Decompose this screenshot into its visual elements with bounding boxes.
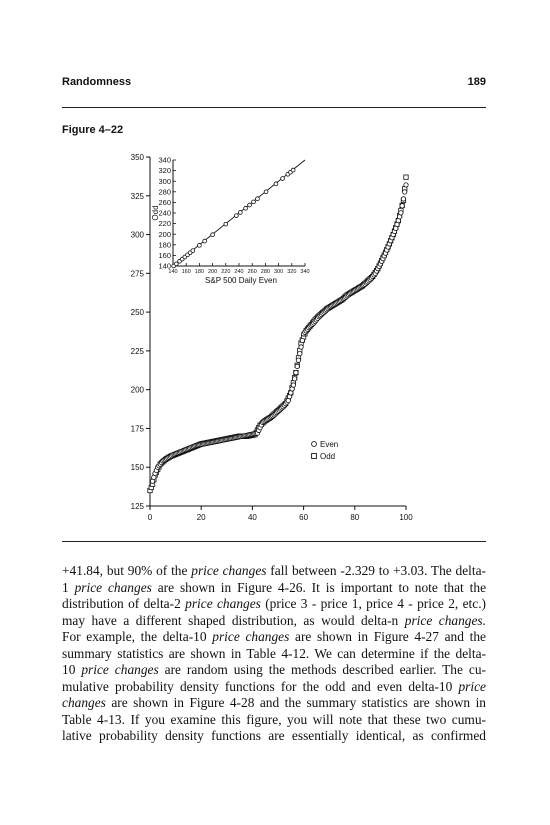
even-circle-point — [294, 370, 298, 374]
page-number: 189 — [467, 76, 486, 88]
inset-y-tick-label: 260 — [158, 198, 171, 207]
even-circle-point — [291, 383, 295, 387]
body-line — [62, 580, 486, 597]
body-text-run: are random using the methods described earlier. The cu- — [158, 662, 486, 678]
x-tick-label: 40 — [247, 513, 257, 522]
y-tick-label: 125 — [130, 502, 144, 511]
y-tick-label: 175 — [130, 424, 144, 434]
italic-term: price changes — [191, 563, 267, 578]
y-tick-label: 325 — [130, 191, 144, 201]
body-text-run: (price 3 - price 1, price 4 - price 2, etc.) — [260, 596, 487, 612]
inset-point — [203, 239, 207, 243]
body-line — [62, 712, 486, 729]
even-circle-point — [292, 377, 296, 381]
inset-y-tick-label: 160 — [158, 251, 171, 260]
italic-term: price changes — [81, 662, 159, 678]
inset-y-tick-label: 200 — [158, 229, 171, 239]
x-tick-label: 80 — [350, 513, 360, 522]
inset-x-tick-label: 280 — [260, 269, 270, 275]
inset-point — [224, 222, 228, 226]
y-tick-label: 225 — [130, 346, 144, 356]
inset-y-tick-label: 320 — [158, 166, 171, 176]
inset-point — [191, 249, 195, 253]
inset-x-tick-label: 320 — [287, 269, 297, 275]
italic-term: changes — [62, 695, 106, 711]
inset-y-tick-label: 240 — [158, 208, 171, 218]
inset-point — [244, 206, 248, 210]
inset-point — [264, 190, 268, 194]
body-text-run: 10 — [62, 662, 82, 678]
even-circle-point — [299, 345, 303, 349]
inset-point — [174, 262, 178, 266]
inset-y-axis-title: Odd — [151, 205, 160, 221]
legend-even-label: Even — [320, 440, 339, 449]
body-line — [62, 629, 486, 646]
x-tick-label: 60 — [299, 513, 309, 522]
legend-odd-label: Odd — [320, 452, 336, 461]
even-circle-point — [295, 364, 299, 368]
y-tick-label: 200 — [130, 385, 144, 395]
inset-x-tick-label: 240 — [234, 269, 244, 275]
italic-term: price changes — [185, 596, 261, 612]
even-circle-point — [400, 204, 404, 208]
y-tick-label: 275 — [130, 269, 144, 279]
body-text-run: may have a different shaped distribution, as would delta-n — [62, 612, 405, 628]
x-tick-label: 100 — [399, 513, 413, 522]
inset-x-tick-label: 300 — [274, 269, 284, 275]
italic-term: price changes — [74, 579, 152, 595]
legend-odd-marker — [312, 454, 317, 459]
odd-square-point — [404, 175, 408, 179]
inset-x-tick-label: 220 — [221, 269, 231, 275]
body-text-run: fall between -2.329 to +3.03. The delta- — [266, 563, 487, 578]
inset-point — [252, 200, 256, 204]
figure-bottom-rule — [62, 541, 486, 542]
inset-y-tick-label: 140 — [158, 261, 171, 271]
inset-point — [211, 233, 215, 237]
body-text-run: For example, the delta-10 — [62, 629, 213, 645]
body-line — [62, 728, 486, 745]
even-circle-point — [399, 211, 403, 215]
body-text-run: are shown in Figure 4-28 and the summary statistics are shown in — [105, 695, 486, 711]
x-tick-label: 0 — [147, 513, 153, 522]
inset-x-tick-label: 340 — [300, 269, 310, 275]
inset-point — [281, 177, 285, 181]
inset-point — [248, 203, 252, 207]
body-paragraph — [62, 563, 486, 745]
inset-x-tick-label: 160 — [181, 269, 191, 275]
inset-point — [198, 243, 202, 247]
inset-y-tick-label: 180 — [158, 240, 171, 250]
inset-point — [291, 168, 295, 172]
body-text-run: summary statistics are shown in Table 4-12. We can determine if the delta- — [62, 645, 486, 661]
inset-x-tick-label: 200 — [208, 269, 218, 275]
inset-point — [238, 211, 242, 215]
inset-x-axis-title: S&P 500 Daily Even — [205, 276, 277, 285]
body-line — [62, 563, 486, 580]
body-line — [62, 613, 486, 630]
italic-term: price — [458, 678, 486, 694]
even-circle-point — [298, 351, 302, 355]
legend-even-marker — [312, 442, 317, 447]
inset-point — [256, 197, 260, 201]
inset-x-tick-label: 140 — [168, 269, 178, 275]
inset-y-tick-label: 220 — [158, 219, 171, 229]
y-tick-label: 250 — [130, 308, 144, 318]
even-circle-point — [401, 197, 405, 201]
italic-term: price changes — [212, 629, 290, 645]
body-line — [62, 695, 486, 712]
running-section-title: Randomness — [62, 76, 132, 88]
body-text-run: mulative probability density functions for the odd and even delta-10 — [62, 678, 459, 694]
inset-point — [234, 214, 238, 218]
inset-x-tick-label: 260 — [247, 269, 257, 275]
x-tick-label: 20 — [196, 513, 206, 522]
body-text-run: distribution of delta-2 — [62, 596, 186, 612]
inset-y-tick-label: 280 — [158, 187, 171, 197]
inset-y-tick-label: 340 — [158, 155, 171, 165]
body-text-run: are shown in Figure 4-26. It is important to note that the — [151, 579, 487, 595]
even-circle-point — [300, 338, 304, 342]
body-line — [62, 662, 486, 679]
figure-label: Figure 4–22 — [62, 124, 124, 136]
body-line — [62, 679, 486, 696]
inset-x-tick-label: 180 — [194, 269, 204, 275]
y-tick-label: 350 — [130, 153, 144, 162]
body-text-run: lative probability density functions are essentially identical, as confirmed — [62, 728, 486, 744]
body-text-run: Table 4-13. If you examine this figure, you will note that these two cumu- — [62, 711, 486, 727]
even-circle-point — [404, 183, 408, 187]
y-tick-label: 150 — [130, 463, 144, 473]
inset-y-tick-label: 300 — [158, 176, 171, 186]
even-circle-point — [296, 358, 300, 362]
inset-point — [274, 182, 278, 186]
body-line — [62, 646, 486, 663]
body-text-run: +41.84, but 90% of the — [62, 563, 192, 578]
body-text-run: 1 — [62, 579, 75, 595]
even-circle-point — [403, 190, 407, 194]
body-text-run: are shown in Figure 4-27 and the — [289, 629, 486, 645]
italic-term: price changes. — [404, 612, 486, 628]
y-tick-label: 300 — [130, 230, 144, 240]
body-line — [62, 596, 486, 613]
